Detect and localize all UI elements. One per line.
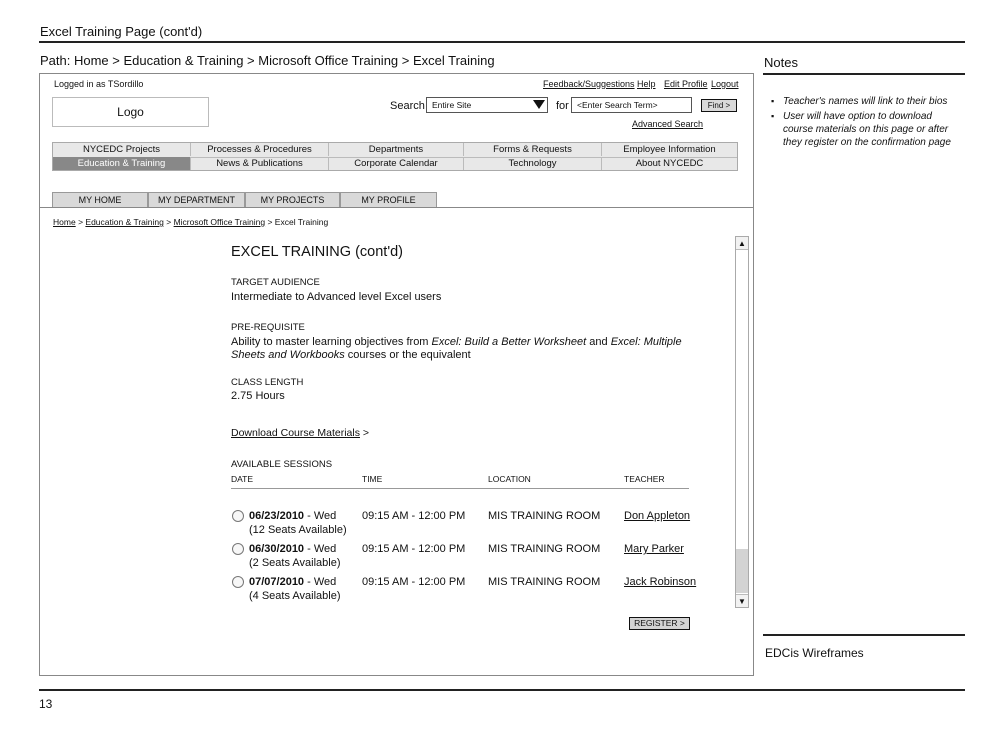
nav-item-news[interactable]: News & Publications xyxy=(191,157,329,170)
search-input[interactable]: <Enter Search Term> xyxy=(571,97,692,113)
breadcrumb-separator: > xyxy=(166,217,172,227)
triangle-down-icon[interactable]: ▼ xyxy=(736,594,748,607)
session-time: 09:15 AM - 12:00 PM xyxy=(362,510,466,522)
nav-item-calendar[interactable]: Corporate Calendar xyxy=(329,157,464,170)
session-radio[interactable] xyxy=(232,510,244,522)
target-audience-label: TARGET AUDIENCE xyxy=(231,277,320,288)
session-time: 09:15 AM - 12:00 PM xyxy=(362,543,466,555)
nav-item-forms[interactable]: Forms & Requests xyxy=(464,143,602,156)
target-audience-value: Intermediate to Advanced level Excel users xyxy=(231,291,442,303)
class-length-value: 2.75 Hours xyxy=(231,390,285,402)
column-header-time: TIME xyxy=(362,474,383,484)
teacher-link[interactable]: Mary Parker xyxy=(624,543,684,555)
footer-label: EDCis Wireframes xyxy=(765,646,864,660)
breadcrumb-education[interactable]: Education & Training xyxy=(85,217,164,227)
for-label: for xyxy=(556,100,569,112)
breadcrumb-separator: > xyxy=(267,217,273,227)
page-number: 13 xyxy=(39,697,53,711)
edit-profile-link[interactable]: Edit Profile xyxy=(664,79,708,89)
sessions-label: AVAILABLE SESSIONS xyxy=(231,459,333,470)
note-item: ▪ Teacher's names will link to their bios xyxy=(771,95,961,108)
session-date: 06/23/2010 - Wed (12 Seats Available) xyxy=(249,510,347,536)
breadcrumb-separator: > xyxy=(78,217,84,227)
notes-title: Notes xyxy=(764,55,798,70)
sessions-divider xyxy=(231,488,689,489)
notes-list xyxy=(771,95,961,151)
breadcrumb-home[interactable]: Home xyxy=(53,217,76,227)
session-radio[interactable] xyxy=(232,576,244,588)
teacher-link[interactable]: Don Appleton xyxy=(624,510,691,522)
session-location: MIS TRAINING ROOM xyxy=(488,543,601,555)
download-materials-link[interactable]: Download Course Materials xyxy=(231,427,360,439)
nav-item-processes[interactable]: Processes & Procedures xyxy=(191,143,329,156)
download-materials xyxy=(231,427,369,439)
tab-my-projects[interactable]: MY PROJECTS xyxy=(245,192,340,208)
page-path: Path: Home > Education & Training > Microsoft Office Training > Excel Training xyxy=(40,53,495,68)
scroll-thumb[interactable] xyxy=(736,549,748,593)
notes-divider xyxy=(763,73,965,75)
find-button[interactable]: Find > xyxy=(701,99,737,112)
page-title: Excel Training Page (cont'd) xyxy=(40,24,203,39)
logo[interactable]: Logo xyxy=(52,97,209,127)
prereq-label: PRE-REQUISITE xyxy=(231,322,305,333)
bottom-divider xyxy=(39,689,965,691)
session-radio[interactable] xyxy=(232,543,244,555)
top-divider xyxy=(39,41,965,43)
notes-footer-divider xyxy=(763,634,965,636)
main-nav xyxy=(52,142,738,171)
search-scope-select[interactable] xyxy=(426,97,548,113)
tabs-divider xyxy=(40,207,753,208)
content-title: EXCEL TRAINING (cont'd) xyxy=(231,244,403,260)
nav-item-nycedc-projects[interactable]: NYCEDC Projects xyxy=(53,143,191,156)
class-length-label: CLASS LENGTH xyxy=(231,377,304,388)
session-date: 06/30/2010 - Wed (2 Seats Available) xyxy=(249,543,341,569)
nav-item-departments[interactable]: Departments xyxy=(329,143,464,156)
tab-my-profile[interactable]: MY PROFILE xyxy=(340,192,437,208)
help-link[interactable]: Help xyxy=(637,79,656,89)
logout-link[interactable]: Logout xyxy=(711,79,739,89)
nav-item-about[interactable]: About NYCEDC xyxy=(635,158,704,169)
nav-item-education-training[interactable]: Education & Training xyxy=(53,157,191,170)
tab-my-department[interactable]: MY DEPARTMENT xyxy=(148,192,245,208)
logged-in-text: Logged in as TSordillo xyxy=(54,79,144,89)
prereq-value: Ability to master learning objectives from Excel: Build a Better Worksheet and Excel: Multiple Sheets and Workbooks courses or the equivalent xyxy=(231,336,682,361)
nav-item-employee-info[interactable]: Employee Information xyxy=(623,144,716,155)
breadcrumb-current: Excel Training xyxy=(274,217,329,227)
nav-item-technology[interactable]: Technology xyxy=(464,157,602,170)
search-scope-value: Entire Site xyxy=(432,100,472,110)
content-scrollbar[interactable] xyxy=(735,236,749,608)
session-location: MIS TRAINING ROOM xyxy=(488,576,601,588)
register-button[interactable]: REGISTER > xyxy=(629,617,690,630)
session-time: 09:15 AM - 12:00 PM xyxy=(362,576,466,588)
chevron-down-icon xyxy=(533,100,545,109)
tab-my-home[interactable]: MY HOME xyxy=(52,192,148,208)
search-label: Search xyxy=(390,100,425,112)
column-header-location: LOCATION xyxy=(488,474,531,484)
teacher-link[interactable]: Jack Robinson xyxy=(624,576,697,588)
session-date: 07/07/2010 - Wed (4 Seats Available) xyxy=(249,576,341,602)
session-location: MIS TRAINING ROOM xyxy=(488,510,601,522)
breadcrumb xyxy=(53,217,328,227)
column-header-date: DATE xyxy=(231,474,254,484)
column-header-teacher: TEACHER xyxy=(624,474,665,484)
download-arrow: > xyxy=(362,427,370,439)
note-item: ▪ User will have option to download course materials on this page or after they register on the confirmation page xyxy=(771,110,961,149)
advanced-search-link[interactable]: Advanced Search xyxy=(632,119,704,129)
feedback-link[interactable]: Feedback/Suggestions xyxy=(543,79,635,89)
triangle-up-icon[interactable]: ▲ xyxy=(736,237,748,250)
breadcrumb-office-training[interactable]: Microsoft Office Training xyxy=(173,217,266,227)
